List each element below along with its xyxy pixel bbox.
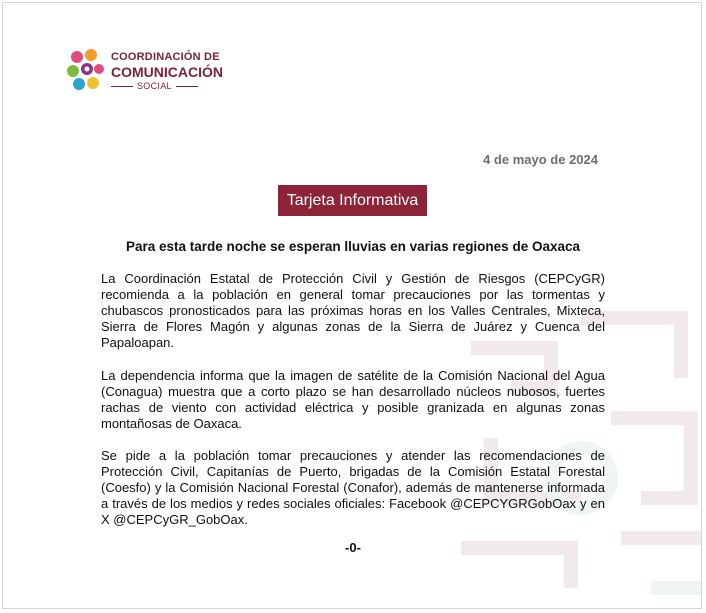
logo-text-line1: COORDINACIÓN DE: [111, 50, 220, 63]
logo-rule-right: [176, 86, 198, 87]
coordination-logo: [65, 45, 225, 97]
paragraph-2: La dependencia informa que la imagen de satélite de la Comisión Nacional del Agua (Conagua) muestra que a corto plazo se han desarrollado núcleos nubosos, fuertes rachas de viento con actividad eléctrica y posible granizada en algunas zonas montañosas de Oaxaca.: [101, 368, 605, 431]
closing-mark: -0-: [345, 540, 361, 555]
paragraph-1: La Coordinación Estatal de Protección Civil y Gestión de Riesgos (CEPCyGR) recomienda a la población en general tomar precauciones por las tormentas y chubascos pronosticados para las próximas horas en los Valles Centrales, Mixteca, Sierra de Flores Magón y algunas zonas de la Sierra de Juárez y Cuenca del Papaloapan.: [101, 271, 605, 350]
logo-rule-left: [111, 86, 133, 87]
headline: Para esta tarde noche se esperan lluvias en varias regiones de Oaxaca: [126, 239, 580, 254]
document-date: 4 de mayo de 2024: [483, 152, 598, 167]
logo-knot-icon: [65, 47, 105, 95]
tarjeta-informativa-badge: Tarjeta Informativa: [278, 185, 427, 216]
logo-text-line3: SOCIAL: [137, 80, 172, 91]
paragraph-3: Se pide a la población tomar precauciones y atender las recomendaciones de Protección Civil, Capitanías de Puerto, brigadas de la Comisión Estatal Forestal (Coesfo) y la Comisión Nacional Forestal (Conafor), además de mantenerse informada a través de los medios y redes sociales oficiales: Facebook @CEPCYGRGobOax y en X @CEPCyGR_GobOax.: [101, 448, 605, 527]
logo-text-line2: COMUNICACIÓN: [111, 63, 223, 80]
document-page: [2, 2, 702, 609]
